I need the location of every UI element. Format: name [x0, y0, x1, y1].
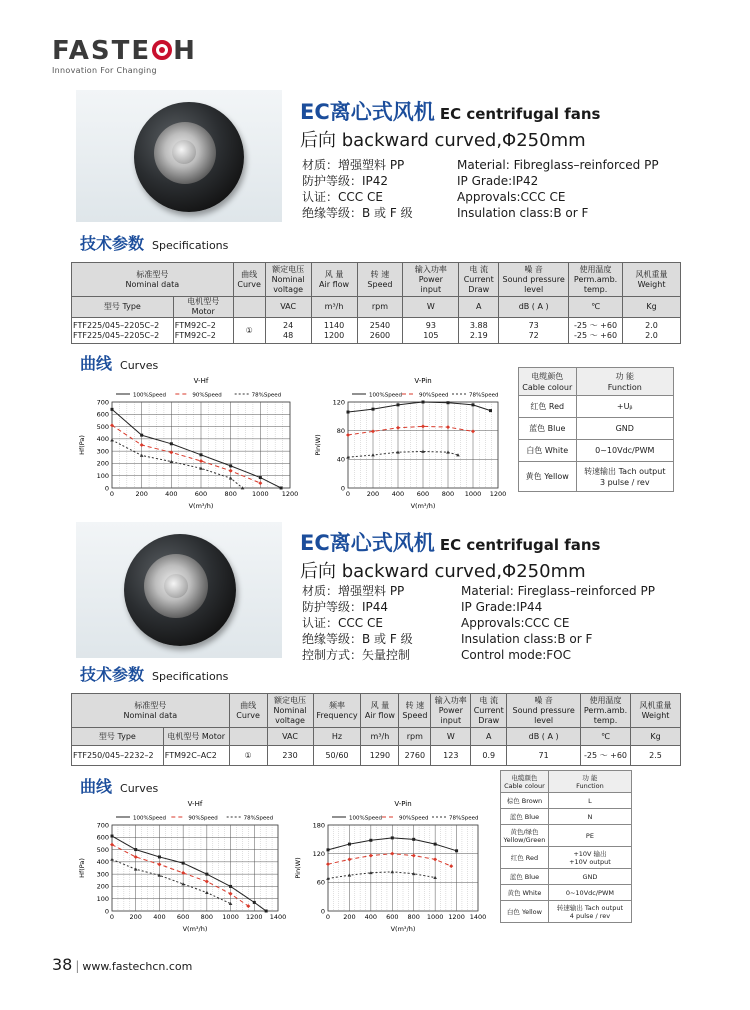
cable-row: 白色 White 0~10Vdc/PWM — [519, 440, 674, 462]
spec-table-2: 标准型号 Nominal data 曲线 Curve 额定电压 Nominal voltage 频率 Frequency 风 量 Air flow 转 速 Speed 输入功率 Power input 电 流 Current Draw 噪 音 Sound pressure level 使用温度 Perm.amb. temp. 风机重量 Weight 型号 Type 电机型号 Motor VAC Hz m³/h rpm W A dB ( A ) ℃ Kg FTF250/045–2232–2 FTM92C–AC2 ① 230 50/60 1290 2760 123 0.9 71 -25 ～ +60 2.5 — [71, 693, 681, 766]
data-point — [471, 429, 475, 433]
spec-table-1: 标准型号 Nominal data 曲线 Curve 额定电压 Nominal voltage 风 量 Air flow 转 速 Speed 输入功率 Power input 电 流 Current Draw 噪 音 Sound pressure level 使用温度 Perm.amb. temp. 风机重量 Weight 型号 Type 电机型号 Motor VAC m³/h rpm W A dB ( A ) ℃ Kg FTF225/045–2205C–2 FTF225/045–2205C–2 FTM92C–2 FTM92C–2 ① 24 48 1140 1200 2540 2600 93 105 3.88 2.19 73 72 -25 ～ +60 -25 ～ +60 2.0 2.0 — [71, 262, 681, 344]
y-axis-label: Pin(W) — [314, 434, 322, 456]
x-tick-label: 1000 — [222, 913, 239, 921]
data-point — [253, 901, 256, 904]
props-en-1 — [457, 157, 659, 221]
chart-v-pin-1 — [298, 372, 510, 512]
curves-heading-1: 曲线 Curves — [80, 354, 159, 373]
data-point — [446, 425, 450, 429]
y-tick-label: 40 — [336, 455, 345, 464]
cable-row: 白色 Yellow 转速输出 Tach output 4 pulse / rev — [501, 901, 632, 923]
data-point — [449, 864, 453, 868]
y-tick-label: 600 — [96, 410, 109, 419]
data-point — [421, 424, 425, 428]
props-en-2 — [461, 583, 655, 663]
y-axis-label: Hf(Pa) — [78, 435, 86, 455]
cable-row: 黄色/绿色 Yellow/Green PE — [501, 825, 632, 847]
data-point — [412, 854, 416, 858]
y-tick-label: 600 — [96, 833, 109, 842]
data-point — [205, 880, 209, 884]
cable-row: 黄色 White 0~10Vdc/PWM — [501, 885, 632, 901]
prop-material-cn: 材质：增强塑料 PP — [302, 158, 405, 172]
x-tick-label: 800 — [224, 490, 237, 498]
series-2 — [110, 843, 250, 908]
spec-heading-2: 技术参数 Specifications — [80, 665, 229, 684]
data-point — [229, 885, 232, 888]
legend-label: 100%Speed — [133, 815, 166, 822]
x-tick-label: 800 — [200, 913, 214, 921]
x-tick-label: 0 — [325, 913, 331, 921]
x-tick-label: 0 — [345, 490, 351, 498]
data-point — [199, 459, 203, 463]
prop-approvals-en: Approvals:CCC CE — [461, 616, 570, 630]
data-point — [347, 411, 350, 414]
prop-ip-cn: 防护等级：IP42 — [302, 174, 389, 188]
series-line — [112, 845, 248, 906]
brand-tagline: Innovation For Changing — [52, 66, 157, 75]
x-tick-label: 1000 — [252, 490, 269, 498]
page-number: 38 — [52, 955, 73, 974]
cable-row: 蓝色 Blue GND — [519, 418, 674, 440]
data-point — [258, 481, 262, 485]
data-point — [371, 429, 375, 433]
data-point — [446, 450, 450, 453]
data-point — [326, 862, 330, 866]
data-point — [348, 843, 351, 846]
x-tick-label: 1200 — [489, 490, 507, 498]
data-point — [397, 403, 400, 406]
legend-label: 100%Speed — [349, 815, 382, 822]
website-link[interactable]: www.fastechcn.com — [82, 960, 193, 973]
x-axis-label: V(m³/h) — [410, 502, 436, 510]
chart-title: V-Pin — [414, 377, 432, 385]
prop-insulation-en: Insulation class:B or F — [461, 632, 593, 646]
series-line — [328, 854, 451, 866]
data-point — [422, 401, 425, 404]
data-point — [134, 848, 137, 851]
spec-heading-1: 技术参数 Specifications — [80, 234, 229, 253]
x-axis-label: V(m³/h) — [390, 925, 416, 933]
legend-label: 100%Speed — [133, 392, 166, 399]
x-tick-label: 1200 — [281, 490, 299, 498]
data-point — [229, 464, 232, 467]
x-tick-label: 400 — [165, 490, 178, 498]
x-tick-label: 1000 — [464, 490, 482, 498]
series-line — [348, 451, 458, 457]
data-point — [157, 862, 161, 866]
data-point — [111, 408, 114, 411]
data-point — [280, 487, 283, 490]
x-tick-label: 0 — [109, 913, 115, 921]
curves-heading-2: 曲线 Curves — [80, 777, 159, 796]
props-cn-2 — [302, 583, 413, 663]
x-tick-label: 200 — [135, 490, 148, 498]
cable-row: 黄色 Yellow 转速输出 Tach output 3 pulse / rev — [519, 462, 674, 492]
y-tick-label: 0 — [104, 484, 109, 493]
prop-approvals-en: Approvals:CCC CE — [457, 190, 566, 204]
product-photo-1 — [76, 90, 282, 222]
series-line — [112, 440, 243, 488]
brand-wordmark: FASTE H — [52, 36, 197, 66]
series-3 — [346, 450, 460, 459]
y-tick-label: 500 — [96, 845, 109, 854]
cable-row: 红色 Red +10V 输出 +10V output — [501, 847, 632, 869]
cable-row: 蓝色 Blue N — [501, 809, 632, 825]
x-tick-label: 800 — [441, 490, 455, 498]
legend-label: 78%Speed — [251, 392, 282, 399]
chart-title: V-Pin — [394, 800, 412, 808]
page-footer: 38 | www.fastechcn.com — [52, 955, 193, 974]
cable-row: 红色 Red +Uᵦ — [519, 396, 674, 418]
data-point — [205, 873, 208, 876]
x-tick-label: 800 — [407, 913, 420, 921]
series-line — [112, 409, 281, 488]
y-tick-label: 120 — [332, 398, 345, 407]
y-tick-label: 700 — [96, 398, 109, 407]
legend-label: 78%Speed — [449, 815, 479, 822]
data-point — [134, 855, 138, 859]
y-tick-label: 60 — [316, 878, 325, 887]
chart-v-pin-2 — [278, 795, 490, 935]
series-line — [348, 402, 491, 412]
x-tick-label: 200 — [366, 490, 380, 498]
x-tick-label: 600 — [416, 490, 430, 498]
y-tick-label: 0 — [320, 907, 325, 916]
chart-v-hf-2 — [62, 795, 290, 935]
y-tick-label: 100 — [96, 895, 109, 904]
y-tick-label: 500 — [96, 422, 109, 431]
y-tick-label: 180 — [312, 821, 325, 830]
prop-material-en: Material: Fireglass–reinforced PP — [461, 584, 655, 598]
legend-label: 90%Speed — [192, 392, 222, 399]
product-title-en: EC centrifugal fans — [439, 536, 601, 554]
chart-title: V-Hf — [193, 377, 209, 385]
product-title-en: EC centrifugal fans — [439, 105, 601, 123]
data-point — [158, 855, 161, 858]
table-row: FTF225/045–2205C–2 FTF225/045–2205C–2 FTM92C–2 FTM92C–2 ① 24 48 1140 1200 2540 2600 93 105 3.88 2.19 73 72 -25 ～ +60 -25 ～ +60 2.0 2.0 — [72, 318, 681, 344]
x-tick-label: 600 — [386, 913, 399, 921]
x-tick-label: 600 — [194, 490, 208, 498]
y-tick-label: 400 — [96, 435, 109, 444]
cable-row: 棕色 Brown L — [501, 793, 632, 809]
prop-material-cn: 材质：增强塑料 PP — [302, 584, 405, 598]
data-point — [140, 434, 143, 437]
y-tick-label: 300 — [96, 447, 109, 456]
cable-table-1: 电缆颜色 Cable colour 功 能 Function 红色 Red +Uᵦ 蓝色 Blue GND 白色 White 0~10Vdc/PWM 黄色 Yellow 转速输出 Tach output 3 pulse / rev — [518, 367, 674, 492]
data-point — [347, 857, 351, 861]
prop-insulation-cn: 绝缘等级：B 或 F 级 — [302, 632, 413, 646]
y-axis-label: Pin(W) — [294, 857, 302, 879]
data-point — [369, 854, 373, 858]
product-title-cn: EC离心式风机 — [300, 531, 435, 555]
x-tick-label: 200 — [343, 913, 356, 921]
y-tick-label: 100 — [96, 472, 109, 481]
y-tick-label: 0 — [104, 907, 109, 916]
chart-legend — [352, 393, 498, 399]
data-point — [447, 401, 450, 404]
x-tick-label: 400 — [391, 490, 405, 498]
product-subtitle-1: 后向 backward curved,Φ250mm — [300, 130, 586, 151]
data-point — [205, 891, 209, 894]
data-point — [489, 409, 492, 412]
product-subtitle-2: 后向 backward curved,Φ250mm — [300, 561, 586, 582]
legend-label: 100%Speed — [369, 392, 402, 399]
x-axis-label: V(m³/h) — [182, 925, 208, 933]
data-point — [200, 453, 203, 456]
legend-label: 78%Speed — [243, 815, 274, 822]
x-tick-label: 400 — [364, 913, 378, 921]
product-title-1 — [300, 96, 600, 126]
chart-legend — [116, 816, 273, 822]
data-point — [265, 910, 268, 913]
brand-logo — [52, 38, 197, 75]
prop-ip-cn: 防护等级：IP44 — [302, 600, 389, 614]
data-point — [259, 476, 262, 479]
data-point — [396, 426, 400, 430]
prop-approvals-cn: 认证：CCC CE — [302, 190, 383, 204]
x-tick-label: 400 — [153, 913, 166, 921]
x-tick-label: 1200 — [246, 913, 263, 921]
y-tick-label: 200 — [96, 882, 109, 891]
x-tick-label: 1000 — [426, 913, 444, 921]
y-tick-label: 120 — [312, 849, 325, 858]
data-point — [372, 408, 375, 411]
data-point — [434, 843, 437, 846]
series-2 — [326, 852, 453, 868]
data-point — [391, 836, 394, 839]
prop-insulation-cn: 绝缘等级：B 或 F 级 — [302, 206, 413, 220]
x-tick-label: 200 — [129, 913, 142, 921]
y-tick-label: 0 — [340, 484, 345, 493]
x-tick-label: 1200 — [448, 913, 465, 921]
data-point — [412, 838, 415, 841]
x-tick-label: 1400 — [469, 913, 487, 921]
chart-legend — [116, 393, 281, 399]
table-row: FTF250/045–2232–2 FTM92C–AC2 ① 230 50/60 1290 2760 123 0.9 71 -25 ～ +60 2.5 — [72, 746, 681, 766]
x-tick-label: 600 — [176, 913, 190, 921]
data-point — [369, 839, 372, 842]
data-point — [472, 403, 475, 406]
legend-label: 78%Speed — [469, 392, 499, 399]
data-point — [327, 848, 330, 851]
prop-ip-en: IP Grade:IP44 — [461, 600, 543, 614]
prop-control-en: Control mode:FOC — [461, 648, 571, 662]
y-tick-label: 200 — [96, 459, 109, 468]
data-point — [229, 892, 233, 896]
legend-label: 90%Speed — [399, 815, 429, 822]
y-tick-label: 300 — [96, 870, 109, 879]
data-point — [371, 453, 375, 456]
legend-label: 90%Speed — [188, 815, 218, 822]
data-point — [390, 852, 394, 856]
data-point — [182, 862, 185, 865]
prop-ip-en: IP Grade:IP42 — [457, 174, 539, 188]
data-point — [110, 843, 114, 847]
data-point — [390, 870, 394, 873]
logo-ring-icon — [152, 40, 172, 60]
data-point — [229, 469, 233, 473]
product-photo-2 — [76, 522, 282, 658]
x-tick-label: 0 — [109, 490, 115, 498]
chart-v-hf-1 — [62, 372, 302, 512]
data-point — [433, 857, 437, 861]
prop-control-cn: 控制方式：矢量控制 — [302, 648, 411, 662]
y-tick-label: 700 — [96, 821, 109, 830]
chart-legend — [332, 816, 478, 822]
data-point — [110, 858, 114, 861]
product-title-2 — [300, 527, 600, 557]
y-axis-label: Hf(Pa) — [78, 858, 86, 878]
series-1 — [111, 408, 283, 490]
props-cn-1 — [302, 157, 413, 221]
data-point — [455, 849, 458, 852]
y-tick-label: 400 — [96, 858, 109, 867]
product-title-cn: EC离心式风机 — [300, 100, 435, 124]
cable-row: 蓝色 Blue GND — [501, 869, 632, 885]
data-point — [170, 442, 173, 445]
legend-label: 90%Speed — [419, 392, 449, 399]
data-point — [433, 876, 437, 879]
cable-table-2: 电缆颜色 Cable colour 功 能 Function 棕色 Brown L 蓝色 Blue N 黄色/绿色 Yellow/Green PE 红色 Red +10V 输出 +10V output 蓝色 Blue GND 黄色 White 0~10Vdc/PWM 白色 Yellow 转速输出 Tach output 4 pulse / rev — [500, 770, 632, 923]
series-1 — [347, 401, 493, 414]
data-point — [140, 443, 144, 447]
prop-insulation-en: Insulation class:B or F — [457, 206, 589, 220]
prop-material-en: Material: Fibreglass–reinforced PP — [457, 158, 659, 172]
prop-approvals-cn: 认证：CCC CE — [302, 616, 383, 630]
y-tick-label: 80 — [336, 426, 345, 435]
data-point — [111, 835, 114, 838]
x-axis-label: V(m³/h) — [188, 502, 214, 510]
data-point — [346, 433, 350, 437]
x-tick-label: 1400 — [269, 913, 287, 921]
chart-title: V-Hf — [187, 800, 203, 808]
